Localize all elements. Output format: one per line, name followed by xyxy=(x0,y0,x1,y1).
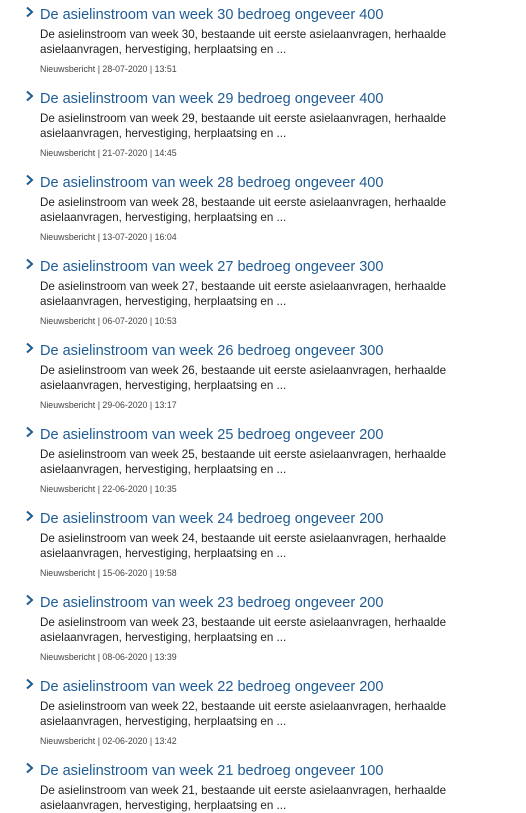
news-item-meta: Nieuwsbericht | 21-07-2020 | 14:45 xyxy=(40,148,177,158)
news-item-title-link[interactable]: De asielinstroom van week 26 bedroeg ongeveer 300 xyxy=(40,343,384,359)
news-item-meta: Nieuwsbericht | 06-07-2020 | 10:53 xyxy=(40,316,177,326)
news-item-title-link[interactable]: De asielinstroom van week 21 bedroeg ongeveer 100 xyxy=(40,763,384,779)
news-item-summary: De asielinstroom van week 27, bestaande uit eerste asielaanvragen, herhaalde asielaanvragen, hervestiging, herplaatsing en ... xyxy=(40,280,447,308)
news-item-summary: De asielinstroom van week 21, bestaande uit eerste asielaanvragen, herhaalde asielaanvragen, hervestiging, herplaatsing en ... xyxy=(40,784,447,812)
news-item xyxy=(0,756,526,812)
chevron-right-icon xyxy=(25,426,35,438)
news-item-meta: Nieuwsbericht | 28-07-2020 | 13:51 xyxy=(40,64,177,74)
chevron-right-icon xyxy=(25,594,35,606)
news-item-meta: Nieuwsbericht | 08-06-2020 | 13:39 xyxy=(40,652,177,662)
news-item-meta: Nieuwsbericht | 29-06-2020 | 13:17 xyxy=(40,400,177,410)
chevron-right-icon xyxy=(25,762,35,774)
news-item xyxy=(0,336,526,420)
chevron-right-icon xyxy=(25,678,35,690)
news-item-title-link[interactable]: De asielinstroom van week 28 bedroeg ongeveer 400 xyxy=(40,175,384,191)
news-item-title-link[interactable]: De asielinstroom van week 25 bedroeg ongeveer 200 xyxy=(40,427,384,443)
news-item-summary: De asielinstroom van week 24, bestaande uit eerste asielaanvragen, herhaalde asielaanvragen, hervestiging, herplaatsing en ... xyxy=(40,532,447,560)
news-item-meta: Nieuwsbericht | 22-06-2020 | 10:35 xyxy=(40,484,177,494)
news-item xyxy=(0,504,526,588)
news-item xyxy=(0,84,526,168)
news-item-title-link[interactable]: De asielinstroom van week 27 bedroeg ongeveer 300 xyxy=(40,259,384,275)
chevron-right-icon xyxy=(25,342,35,354)
news-item-meta: Nieuwsbericht | 02-06-2020 | 13:42 xyxy=(40,736,177,746)
chevron-right-icon xyxy=(25,174,35,186)
news-item xyxy=(0,252,526,336)
news-item-meta: Nieuwsbericht | 13-07-2020 | 16:04 xyxy=(40,232,177,242)
news-item xyxy=(0,168,526,252)
news-item-summary: De asielinstroom van week 30, bestaande uit eerste asielaanvragen, herhaalde asielaanvragen, hervestiging, herplaatsing en ... xyxy=(40,28,447,56)
news-item-title-link[interactable]: De asielinstroom van week 24 bedroeg ongeveer 200 xyxy=(40,511,384,527)
news-item xyxy=(0,0,526,84)
news-item-summary: De asielinstroom van week 22, bestaande uit eerste asielaanvragen, herhaalde asielaanvragen, hervestiging, herplaatsing en ... xyxy=(40,700,447,728)
news-item-title-link[interactable]: De asielinstroom van week 22 bedroeg ongeveer 200 xyxy=(40,679,384,695)
news-item xyxy=(0,672,526,756)
news-item-summary: De asielinstroom van week 29, bestaande uit eerste asielaanvragen, herhaalde asielaanvragen, hervestiging, herplaatsing en ... xyxy=(40,112,447,140)
news-item-summary: De asielinstroom van week 23, bestaande uit eerste asielaanvragen, herhaalde asielaanvragen, hervestiging, herplaatsing en ... xyxy=(40,616,447,644)
news-item xyxy=(0,588,526,672)
news-item-meta: Nieuwsbericht | 15-06-2020 | 19:58 xyxy=(40,568,177,578)
chevron-right-icon xyxy=(25,6,35,18)
chevron-right-icon xyxy=(25,510,35,522)
news-item-title-link[interactable]: De asielinstroom van week 23 bedroeg ongeveer 200 xyxy=(40,595,384,611)
chevron-right-icon xyxy=(25,90,35,102)
news-item-summary: De asielinstroom van week 26, bestaande uit eerste asielaanvragen, herhaalde asielaanvragen, hervestiging, herplaatsing en ... xyxy=(40,364,447,392)
news-item-title-link[interactable]: De asielinstroom van week 29 bedroeg ongeveer 400 xyxy=(40,91,384,107)
news-item xyxy=(0,420,526,504)
chevron-right-icon xyxy=(25,258,35,270)
news-item-summary: De asielinstroom van week 25, bestaande uit eerste asielaanvragen, herhaalde asielaanvragen, hervestiging, herplaatsing en ... xyxy=(40,448,447,476)
news-item-title-link[interactable]: De asielinstroom van week 30 bedroeg ongeveer 400 xyxy=(40,7,384,23)
news-item-summary: De asielinstroom van week 28, bestaande uit eerste asielaanvragen, herhaalde asielaanvragen, hervestiging, herplaatsing en ... xyxy=(40,196,447,224)
